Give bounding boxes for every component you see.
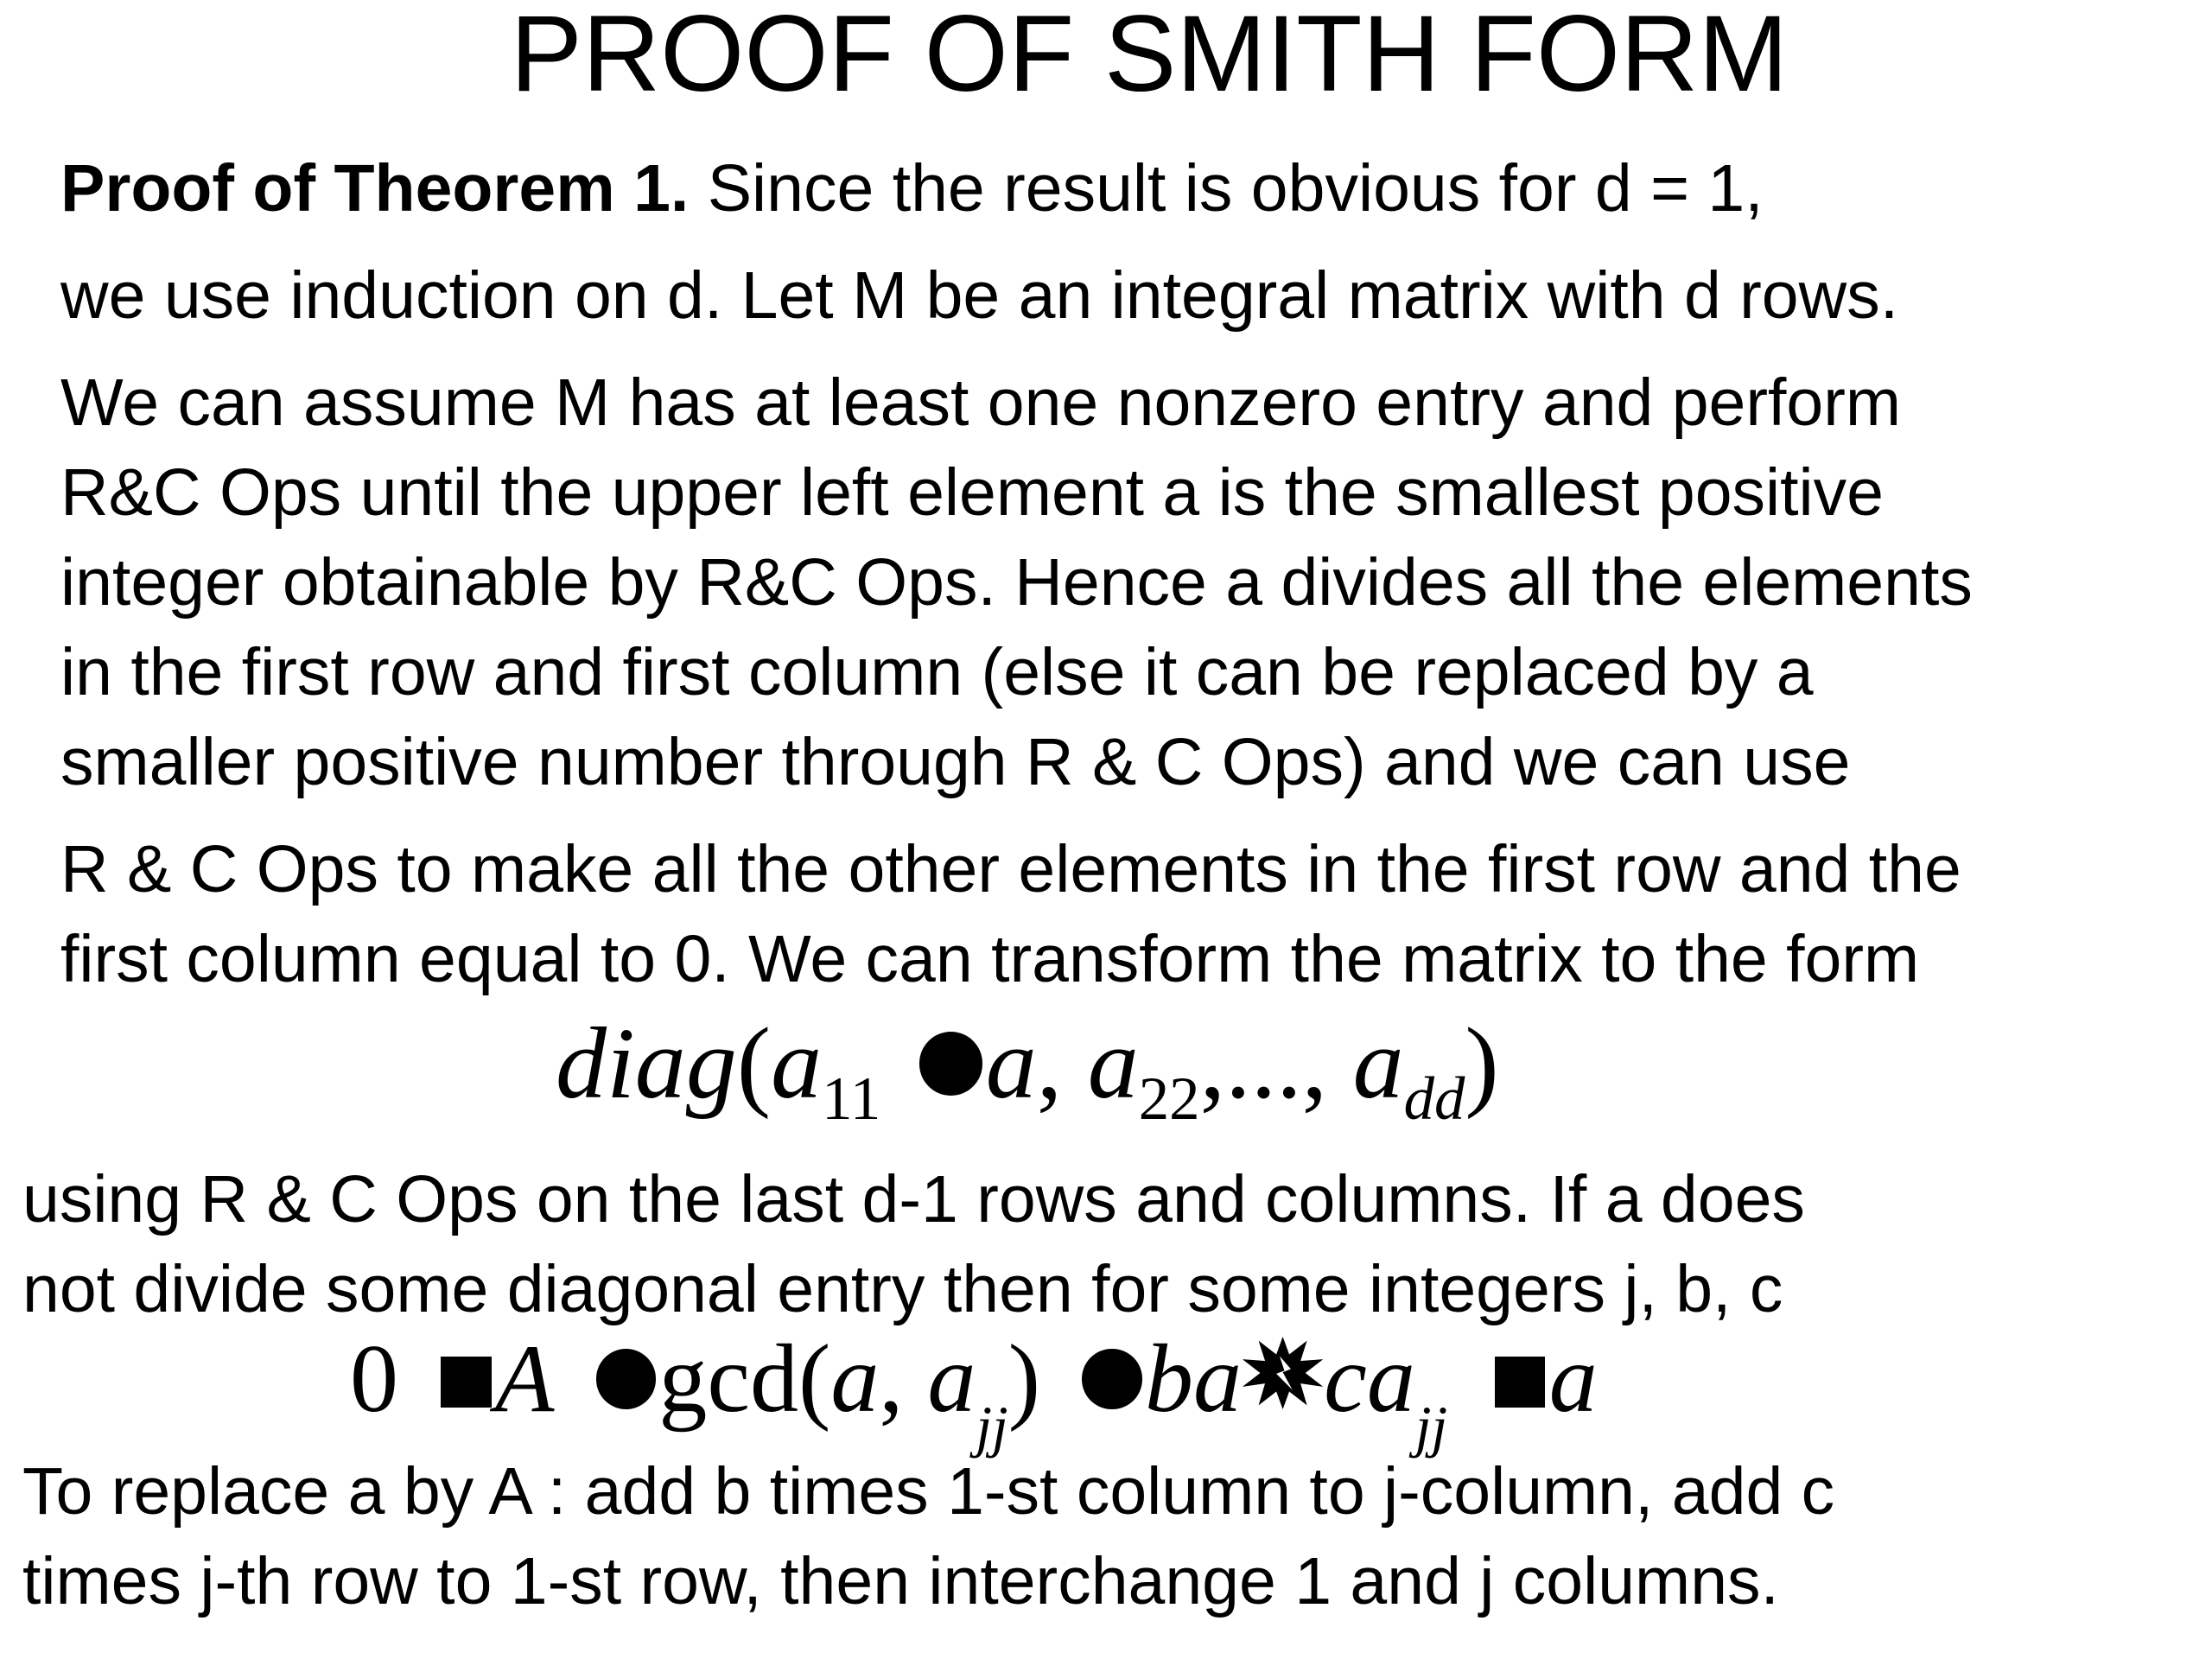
proof-line-12: To replace a by A : add b times 1-st column to j-column, add c: [22, 1454, 1835, 1529]
proof-line-1: [60, 151, 1764, 226]
missing-glyph-dot-icon: [1082, 1349, 1141, 1408]
gcd-formula: [350, 1325, 1598, 1459]
proof-line-13: times j-th row to 1-st row, then interchange 1 and j columns.: [22, 1544, 1779, 1618]
proof-lead: Proof of Theorem 1.: [60, 151, 690, 226]
comma: ,: [1036, 1007, 1088, 1120]
proof-line-1-text: Since the result is obvious for d = 1,: [689, 151, 1764, 226]
missing-glyph-square-icon: [1495, 1357, 1545, 1407]
diag-formula: [556, 1007, 1499, 1133]
missing-glyph-square-icon: [441, 1357, 491, 1407]
page-title: PROOF OF SMITH FORM: [510, 0, 1789, 114]
proof-line-7: smaller positive number through R & C Ops) and we can use: [60, 725, 1851, 799]
open-paren: (: [736, 1007, 772, 1120]
gcd-func: gcd(: [658, 1325, 831, 1433]
proof-line-9: first column equal to 0. We can transform the matrix to the form: [60, 922, 1920, 996]
proof-line-8: R & C Ops to make all the other elements in the first row and the: [60, 832, 1961, 906]
proof-line-10: using R & C Ops on the last d-1 rows and columns. If a does: [22, 1162, 1805, 1236]
missing-glyph-burst-icon: [1242, 1337, 1324, 1409]
ba-symbol: ba: [1144, 1325, 1242, 1433]
a11-symbol: a: [771, 1007, 823, 1120]
close-paren: ): [1465, 1007, 1499, 1120]
a11-subscript: 11: [822, 1065, 881, 1133]
diag-func: diag: [556, 1007, 737, 1120]
ajj-symbol: a: [927, 1325, 976, 1433]
proof-line-2: we use induction on d. Let M be an integral matrix with d rows.: [60, 258, 1899, 333]
zero: 0: [350, 1325, 398, 1433]
add-subscript: dd: [1403, 1065, 1465, 1133]
a22-symbol: a: [1087, 1007, 1139, 1120]
proof-line-3: We can assume M has at least one nonzero entry and perform: [60, 365, 1902, 440]
a22-subscript: 22: [1138, 1065, 1200, 1133]
a-symbol: a: [830, 1325, 880, 1433]
ellipsis: ,...,: [1199, 1007, 1353, 1120]
a-symbol: a: [985, 1007, 1037, 1120]
proof-line-6: in the first row and first column (else it can be replaced by a: [60, 635, 1814, 709]
jj-subscript: jj: [976, 1394, 1008, 1459]
proof-line-5: integer obtainable by R&C Ops. Hence a divides all the elements: [60, 545, 1973, 620]
ca-symbol: ca: [1324, 1325, 1415, 1433]
close-paren: ): [1007, 1325, 1040, 1433]
missing-glyph-dot-icon: [596, 1349, 656, 1408]
missing-glyph-dot-icon: [919, 1032, 982, 1095]
add-symbol: a: [1352, 1007, 1404, 1120]
a-symbol: a: [1548, 1325, 1598, 1433]
proof-line-11: not divide some diagonal entry then for some integers j, b, c: [22, 1252, 1783, 1326]
comma: ,: [879, 1325, 928, 1433]
jj-subscript: jj: [1414, 1394, 1448, 1459]
A-symbol: A: [494, 1325, 555, 1433]
proof-line-4: R&C Ops until the upper left element a is the smallest positive: [60, 455, 1884, 530]
